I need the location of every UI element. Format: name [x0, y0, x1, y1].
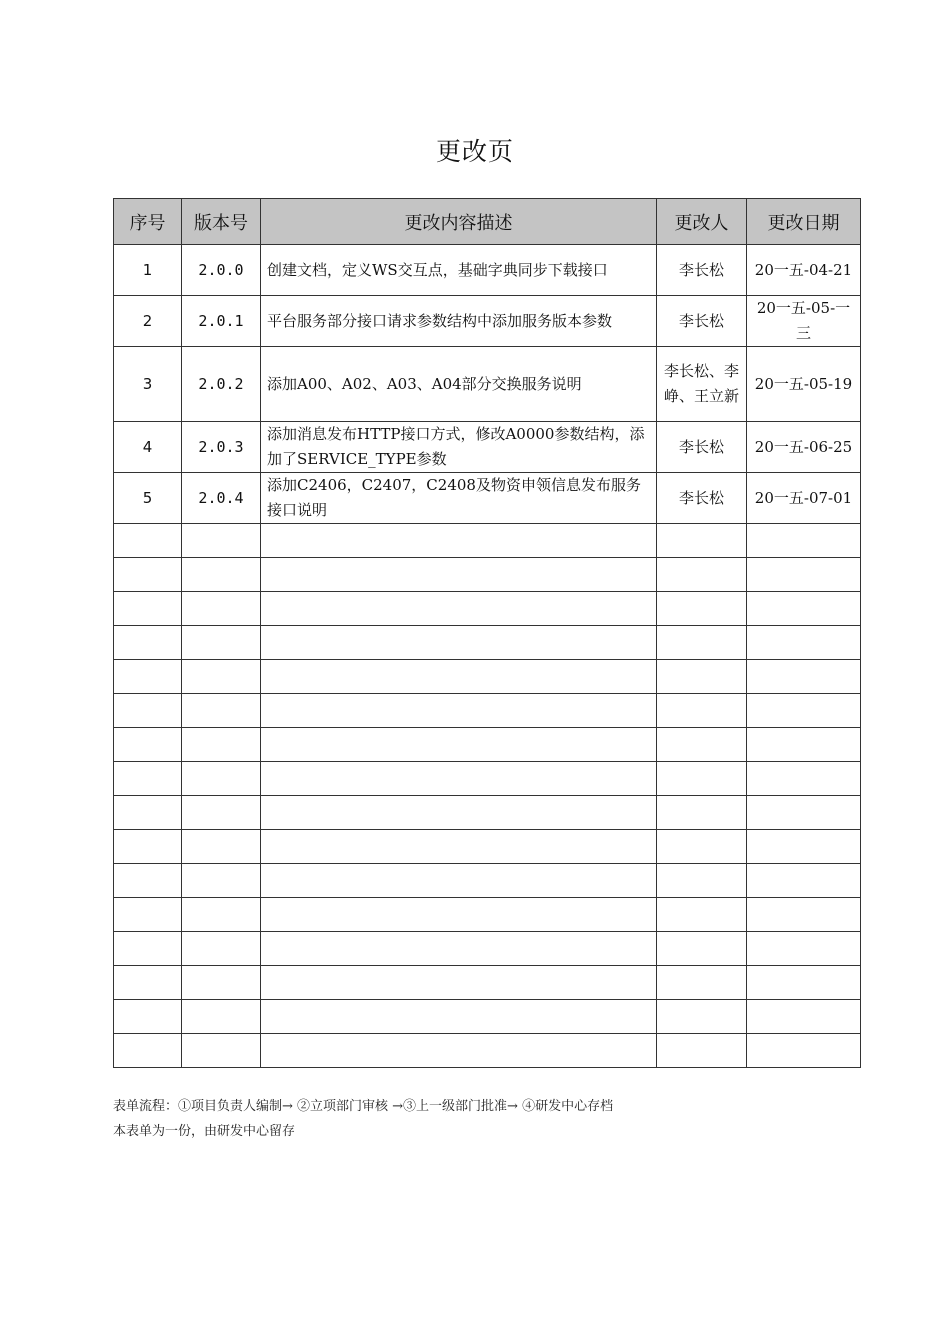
cell-version: 2.0.4 [182, 473, 261, 524]
empty-cell [182, 524, 261, 558]
empty-cell [182, 1034, 261, 1068]
empty-cell [657, 626, 747, 660]
empty-cell [182, 558, 261, 592]
cell-person: 李长松 [657, 245, 747, 296]
empty-cell [182, 592, 261, 626]
empty-cell [657, 864, 747, 898]
cell-seq: 4 [114, 422, 182, 473]
cell-seq: 5 [114, 473, 182, 524]
empty-table-row [114, 694, 861, 728]
empty-cell [747, 898, 861, 932]
header-description: 更改内容描述 [261, 199, 657, 245]
empty-cell [747, 966, 861, 1000]
empty-rows [114, 524, 861, 1068]
empty-table-row [114, 898, 861, 932]
empty-cell [657, 1000, 747, 1034]
empty-cell [261, 694, 657, 728]
empty-cell [657, 592, 747, 626]
page-title: 更改页 [435, 137, 514, 166]
cell-seq: 1 [114, 245, 182, 296]
empty-cell [747, 694, 861, 728]
form-retention-note: 本表单为一份，由研发中心留存 [113, 1124, 296, 1139]
empty-table-row [114, 762, 861, 796]
empty-table-row [114, 728, 861, 762]
empty-cell [182, 660, 261, 694]
empty-cell [261, 762, 657, 796]
empty-cell [261, 830, 657, 864]
empty-cell [114, 660, 182, 694]
empty-cell [114, 864, 182, 898]
empty-cell [114, 966, 182, 1000]
change-record-table [113, 198, 861, 1068]
empty-cell [114, 626, 182, 660]
empty-cell [657, 694, 747, 728]
empty-cell [747, 728, 861, 762]
empty-table-row [114, 558, 861, 592]
empty-cell [114, 592, 182, 626]
empty-table-row [114, 626, 861, 660]
empty-cell [182, 796, 261, 830]
empty-cell [747, 796, 861, 830]
empty-cell [747, 864, 861, 898]
cell-description: 添加消息发布HTTP接口方式，修改A0000参数结构，添加了SERVICE_TYPE参数 [261, 422, 657, 473]
header-date: 更改日期 [747, 199, 861, 245]
empty-cell [114, 524, 182, 558]
empty-cell [114, 558, 182, 592]
empty-cell [114, 694, 182, 728]
empty-cell [747, 524, 861, 558]
cell-person: 李长松 [657, 473, 747, 524]
empty-table-row [114, 592, 861, 626]
empty-cell [657, 728, 747, 762]
empty-cell [261, 1034, 657, 1068]
cell-seq: 2 [114, 296, 182, 347]
empty-cell [261, 660, 657, 694]
table-row [114, 245, 861, 296]
cell-seq: 3 [114, 347, 182, 422]
empty-table-row [114, 932, 861, 966]
cell-description: 平台服务部分接口请求参数结构中添加服务版本参数 [261, 296, 657, 347]
empty-cell [747, 660, 861, 694]
cell-date: 20一五-05-19 [747, 347, 861, 422]
empty-cell [747, 932, 861, 966]
empty-cell [182, 830, 261, 864]
cell-person: 李长松 [657, 296, 747, 347]
empty-table-row [114, 966, 861, 1000]
empty-cell [261, 1000, 657, 1034]
cell-person: 李长松 [657, 422, 747, 473]
cell-date: 20一五-07-01 [747, 473, 861, 524]
cell-description: 添加A00、A02、A03、A04部分交换服务说明 [261, 347, 657, 422]
cell-date: 20一五-06-25 [747, 422, 861, 473]
empty-table-row [114, 524, 861, 558]
cell-date: 20一五-04-21 [747, 245, 861, 296]
cell-version: 2.0.3 [182, 422, 261, 473]
empty-cell [114, 932, 182, 966]
empty-table-row [114, 1000, 861, 1034]
cell-date: 20一五-05-一三 [747, 296, 861, 347]
empty-cell [261, 558, 657, 592]
empty-table-row [114, 660, 861, 694]
cell-description: 添加C2406，C2407，C2408及物资申领信息发布服务接口说明 [261, 473, 657, 524]
table-row [114, 347, 861, 422]
empty-cell [657, 660, 747, 694]
empty-cell [182, 966, 261, 1000]
empty-cell [657, 762, 747, 796]
empty-cell [182, 898, 261, 932]
empty-cell [182, 762, 261, 796]
empty-cell [747, 830, 861, 864]
empty-cell [261, 728, 657, 762]
empty-cell [182, 864, 261, 898]
empty-cell [182, 694, 261, 728]
table-row [114, 296, 861, 347]
header-seq: 序号 [114, 199, 182, 245]
empty-table-row [114, 1034, 861, 1068]
form-flow-note: 表单流程：①项目负责人编制→ ②立项部门审核 →③上一级部门批准→ ④研发中心存档 [113, 1099, 614, 1114]
empty-cell [182, 626, 261, 660]
empty-cell [657, 1034, 747, 1068]
empty-cell [747, 626, 861, 660]
empty-cell [747, 1034, 861, 1068]
empty-cell [114, 728, 182, 762]
empty-table-row [114, 864, 861, 898]
empty-cell [657, 898, 747, 932]
table-header-row [114, 199, 861, 245]
empty-cell [747, 592, 861, 626]
header-person: 更改人 [657, 199, 747, 245]
cell-version: 2.0.1 [182, 296, 261, 347]
empty-cell [747, 558, 861, 592]
cell-person: 李长松、李峥、王立新 [657, 347, 747, 422]
empty-cell [657, 966, 747, 1000]
header-version: 版本号 [182, 199, 261, 245]
cell-version: 2.0.0 [182, 245, 261, 296]
empty-cell [261, 524, 657, 558]
cell-description: 创建文档，定义WS交互点，基础字典同步下载接口 [261, 245, 657, 296]
empty-cell [114, 830, 182, 864]
empty-cell [657, 558, 747, 592]
empty-cell [657, 830, 747, 864]
table-row [114, 422, 861, 473]
empty-cell [182, 728, 261, 762]
empty-cell [657, 932, 747, 966]
empty-cell [657, 524, 747, 558]
table-row [114, 473, 861, 524]
empty-cell [747, 1000, 861, 1034]
empty-cell [261, 932, 657, 966]
empty-cell [261, 592, 657, 626]
empty-cell [261, 898, 657, 932]
empty-cell [114, 898, 182, 932]
empty-cell [182, 932, 261, 966]
cell-version: 2.0.2 [182, 347, 261, 422]
empty-cell [261, 864, 657, 898]
empty-cell [114, 1000, 182, 1034]
empty-cell [657, 796, 747, 830]
empty-cell [747, 762, 861, 796]
empty-cell [114, 796, 182, 830]
empty-cell [261, 796, 657, 830]
empty-table-row [114, 796, 861, 830]
empty-cell [114, 1034, 182, 1068]
empty-cell [261, 626, 657, 660]
empty-cell [261, 966, 657, 1000]
empty-cell [182, 1000, 261, 1034]
empty-table-row [114, 830, 861, 864]
empty-cell [114, 762, 182, 796]
